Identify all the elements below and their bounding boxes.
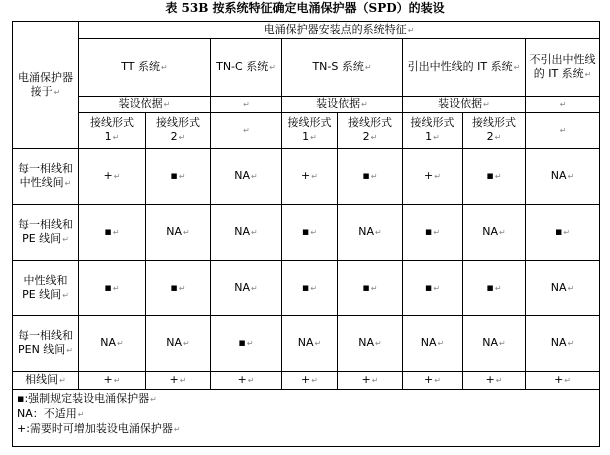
table-row [13, 261, 600, 316]
form-header-empty: ↵ [211, 113, 282, 149]
table-cell: NA↵ [463, 205, 526, 261]
form-header: 接线形式 2↵ [463, 113, 526, 149]
table-cell: ▪↵ [146, 149, 211, 205]
row-label: 每一相线和 PE 线间↵ [13, 205, 79, 261]
table-cell: +↵ [79, 372, 146, 390]
table-cell: NA↵ [526, 149, 600, 205]
row-label: 每一相线和中性线间↵ [13, 149, 79, 205]
table-row [13, 316, 600, 372]
table-cell: NA↵ [146, 316, 211, 372]
legend-notes [13, 390, 600, 447]
table-row [13, 205, 600, 261]
system-header-it-no-neutral: 不引出中性线的 IT 系统↵ [526, 39, 600, 97]
table-cell: NA↵ [338, 205, 403, 261]
table-cell: +↵ [282, 149, 338, 205]
table-cell: +↵ [146, 372, 211, 390]
table-cell: ▪↵ [79, 205, 146, 261]
table-row [13, 149, 600, 205]
form-header-empty: ↵ [526, 113, 600, 149]
table-cell: ▪↵ [211, 316, 282, 372]
table-cell: ▪↵ [403, 261, 463, 316]
table-cell: NA↵ [211, 205, 282, 261]
table-cell: ▪↵ [146, 261, 211, 316]
basis-cell-tn-s: 装设依据↵ [282, 97, 403, 113]
table-cell: +↵ [79, 149, 146, 205]
system-header-it-neutral: 引出中性线的 IT 系统↵ [403, 39, 526, 97]
table-cell: +↵ [526, 372, 600, 390]
row-header-label: 电涌保护器接于 [18, 70, 73, 98]
form-header: 接线形式 2↵ [338, 113, 403, 149]
note-line: +:需要时可增加装设电涌保护器↵ [17, 422, 181, 435]
table-cell: NA↵ [79, 316, 146, 372]
form-header: 接线形式 1↵ [403, 113, 463, 149]
basis-cell-tt: 装设依据↵ [79, 97, 211, 113]
table-cell: NA↵ [403, 316, 463, 372]
basis-cell-it-no-neutral: ↵ [526, 97, 600, 113]
basis-cell-it-neutral: 装设依据↵ [403, 97, 526, 113]
table-cell: NA↵ [463, 316, 526, 372]
row-header-cell [13, 22, 79, 149]
table-cell: NA↵ [526, 316, 600, 372]
table-cell: +↵ [211, 372, 282, 390]
system-header-tn-c: TN-C 系统↵ [211, 39, 282, 97]
form-header: 接线形式 1↵ [282, 113, 338, 149]
table-cell: ▪↵ [526, 205, 600, 261]
table-cell: +↵ [338, 372, 403, 390]
table-cell: NA↵ [211, 261, 282, 316]
table-cell: ▪↵ [338, 149, 403, 205]
row-label: 相线间↵ [13, 372, 79, 390]
table-cell: ▪↵ [463, 261, 526, 316]
table-cell: ▪↵ [338, 261, 403, 316]
table-cell: NA↵ [282, 316, 338, 372]
table-cell: NA↵ [526, 261, 600, 316]
table-cell: ▪↵ [403, 205, 463, 261]
form-header: 接线形式 1↵ [79, 113, 146, 149]
table-cell: ▪↵ [282, 205, 338, 261]
table-cell: +↵ [463, 372, 526, 390]
system-group-header: 电涌保护器安装点的系统特征↵ [79, 22, 600, 39]
row-label: 每一相线和 PEN 线间↵ [13, 316, 79, 372]
note-line: ▪:强制规定装设电涌保护器↵ [17, 392, 157, 405]
table-cell: +↵ [403, 372, 463, 390]
table-title: 表 53B 按系统特征确定电涌保护器（SPD）的装设 [165, 1, 445, 15]
table-cell: +↵ [282, 372, 338, 390]
table-cell: +↵ [403, 149, 463, 205]
note-line: NA：不适用↵ [17, 407, 85, 420]
table-cell: NA↵ [211, 149, 282, 205]
spd-table [12, 21, 600, 447]
table-cell: ▪↵ [463, 149, 526, 205]
basis-cell-tn-c: ↵ [211, 97, 282, 113]
system-header-tt: TT 系统↵ [79, 39, 211, 97]
form-header: 接线形式 2↵ [146, 113, 211, 149]
paragraph-mark: ↵ [53, 87, 61, 97]
table-cell: NA↵ [146, 205, 211, 261]
table-cell: ▪↵ [282, 261, 338, 316]
table-cell: NA↵ [338, 316, 403, 372]
row-label: 中性线和 PE 线间↵ [13, 261, 79, 316]
table-cell: ▪↵ [79, 261, 146, 316]
table-row [13, 372, 600, 390]
system-header-tn-s: TN-S 系统↵ [282, 39, 403, 97]
